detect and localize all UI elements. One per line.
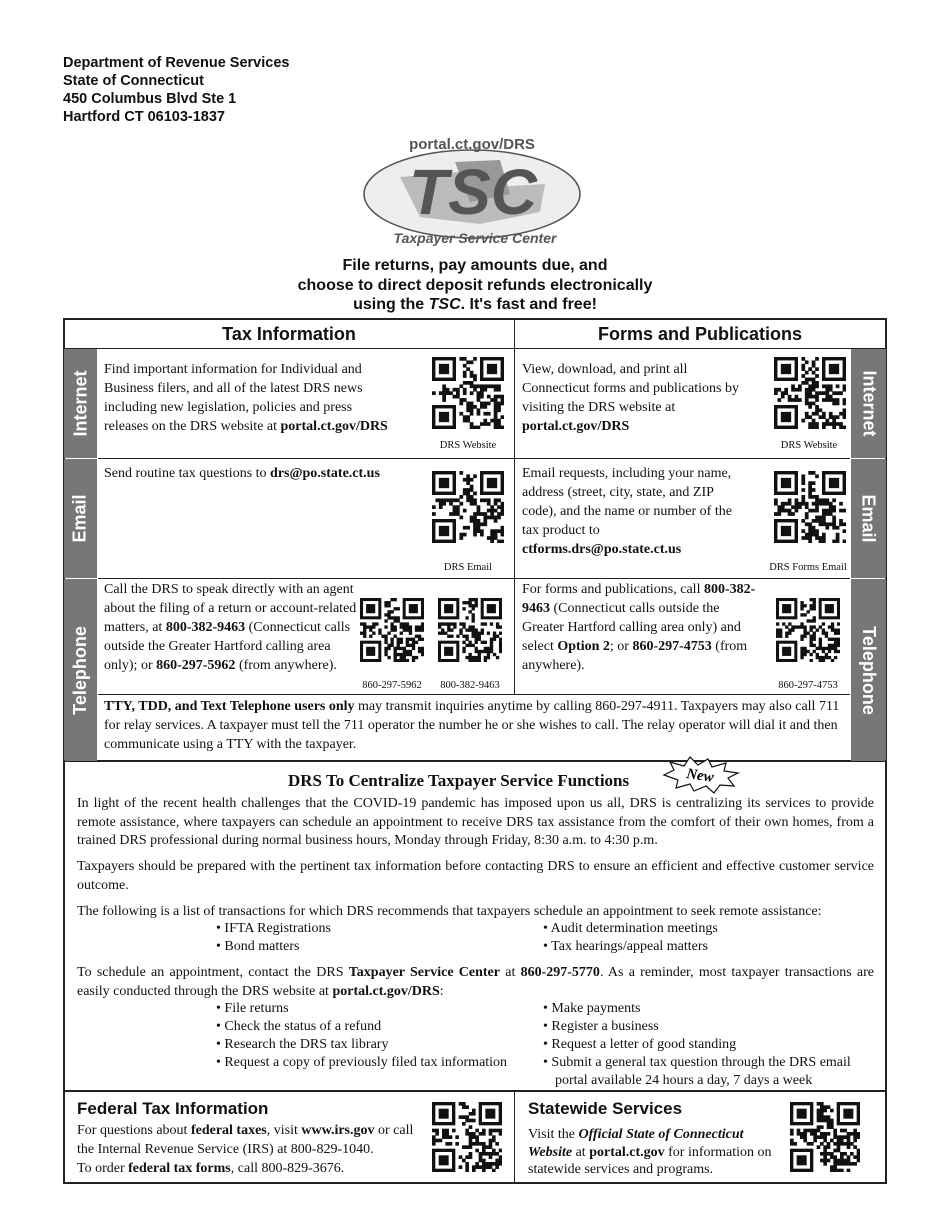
qr-code-icon[interactable] <box>360 598 424 662</box>
list-item: • Research the DRS tax library <box>216 1036 538 1054</box>
tsc-logo <box>360 132 590 250</box>
row-divider <box>98 458 850 459</box>
column-divider <box>514 1091 515 1183</box>
internet-tax-info-text: Find important information for Individual and Business filers, and all of the latest DRS news including new legislation, policies and press releases on the DRS website at portal.ct.gov/DRS <box>104 362 388 434</box>
phone-number[interactable]: 860-297-5770 <box>520 965 600 980</box>
qr-code-icon[interactable] <box>438 598 502 662</box>
new-badge-text: New <box>685 766 715 786</box>
qr-code-icon[interactable] <box>432 1102 502 1172</box>
address-line: Hartford CT 06103-1837 <box>63 109 225 125</box>
federal-title: Federal Tax Information <box>77 1099 269 1118</box>
qr-caption: DRS Forms Email <box>769 562 847 573</box>
new-badge <box>662 756 742 794</box>
list-item: • File returns <box>216 1000 538 1018</box>
list-item: • Request a letter of good standing <box>543 1036 885 1054</box>
side-label-email-right: Email <box>851 459 886 578</box>
phone-number[interactable]: 800-382-9463 <box>165 620 246 635</box>
qr-code-icon[interactable] <box>774 357 846 429</box>
online-transactions-list-left <box>216 1000 538 1072</box>
drs-website-link[interactable]: portal.ct.gov/DRS <box>280 419 388 434</box>
header-divider <box>64 348 886 349</box>
address-line: 450 Columbus Blvd Ste 1 <box>63 91 237 107</box>
side-label-telephone-left: Telephone <box>64 579 97 761</box>
qr-code-icon[interactable] <box>432 357 504 429</box>
statewide-text: Visit the Official State of Connecticut Website at portal.ct.gov for information on statewide services and programs. <box>528 1127 772 1177</box>
qr-caption: DRS Website <box>439 440 497 451</box>
tagline-line: File returns, pay amounts due, and <box>342 257 608 274</box>
qr-caption: 860-297-4753 <box>778 680 838 691</box>
centralize-paragraph: To schedule an appointment, contact the DRS Taxpayer Service Center at 860-297-5770. As a reminder, most taxpayer transactions are easily conducted through the DRS website at portal.ct.gov/DRS: <box>77 965 875 999</box>
option-number: Option 2 <box>557 639 610 654</box>
centralize-paragraph: In light of the recent health challenges that the COVID-19 pandemic has imposed upon us all, DRS is centralizing its services to provide remote assistance, where taxpayers can schedule an appointment to receive DRS tax assistance from the comfort of their own homes, from a trained DRS professional during normal business hours, Monday through Friday, 8:30 a.m. to 4:30 p.m. <box>77 796 874 848</box>
tagline-text: using the <box>353 296 429 313</box>
qr-code-icon[interactable] <box>774 471 846 543</box>
federal-text: For questions about federal taxes, visit www.irs.gov or call the Internal Revenue Service (IRS) at 800-829-1040. <box>77 1123 414 1157</box>
agency-address <box>63 54 289 126</box>
drs-email-link[interactable]: drs@po.state.ct.us <box>270 466 380 481</box>
qr-code-icon[interactable] <box>776 598 840 662</box>
list-item: • IFTA Registrations <box>216 920 331 938</box>
irs-website-link[interactable]: www.irs.gov <box>301 1123 375 1138</box>
forms-email-link[interactable]: ctforms.drs@po.state.ct.us <box>522 542 682 557</box>
tagline-line: choose to direct deposit refunds electronically <box>297 276 653 294</box>
address-line: State of Connecticut <box>63 73 204 89</box>
side-label-internet-left: Internet <box>64 349 97 458</box>
centralize-paragraph: The following is a list of transactions for which DRS recommends that taxpayers schedule an appointment to seek remote assistance: <box>77 904 822 919</box>
list-item: • Make payments <box>543 1000 885 1018</box>
list-item: • Tax hearings/appeal matters <box>543 938 718 956</box>
list-item: • Check the status of a refund <box>216 1018 538 1036</box>
tagline-tsc: TSC <box>428 296 461 313</box>
side-label-internet-right: Internet <box>851 349 886 458</box>
tty-text: TTY, TDD, and Text Telephone users only may transmit inquiries anytime by calling 860-297-4911. Taxpayers may also call 711 for relay services. A taxpayer must tell the 711 operator the number he or she wishes to call. The relay operator will dial it and then communicate using a TTY with the taxpayer. <box>104 699 840 752</box>
centralize-title: DRS To Centralize Taxpayer Service Functions <box>288 771 630 790</box>
logo-main-text: TSC <box>409 156 537 228</box>
phone-number[interactable]: 800-382-9463 <box>522 582 756 616</box>
centralize-paragraph: Taxpayers should be prepared with the pertinent tax information before contacting DRS to ensure an efficient and effective customer service outcome. <box>77 859 874 893</box>
list-item: • Bond matters <box>216 938 331 956</box>
qr-code-icon[interactable] <box>432 471 504 543</box>
address-line: Department of Revenue Services <box>63 55 290 71</box>
row-divider <box>98 578 850 579</box>
starburst-icon <box>662 756 742 794</box>
row-divider <box>98 694 850 695</box>
qr-caption: DRS Email <box>443 562 493 573</box>
tsc-logo-graphic <box>360 132 590 250</box>
list-item: • Request a copy of previously filed tax information <box>216 1054 538 1072</box>
logo-top-text: portal.ct.gov/DRS <box>409 136 535 153</box>
tagline-line <box>0 295 950 315</box>
qr-code-icon[interactable] <box>790 1102 860 1172</box>
telephone-forms-text: For forms and publications, call 800-382-9463 (Connecticut calls outside the Greater Hartford calling area only) and select Option 2; or 860-297-4753 (from anywhere). <box>522 582 756 673</box>
column-divider <box>514 319 515 695</box>
internet-forms-text: View, download, and print all Connecticut forms and publications by visiting the DRS website at portal.ct.gov/DRS <box>522 362 739 434</box>
column-header-forms-publications: Forms and Publications <box>597 324 803 344</box>
phone-number[interactable]: 860-297-4753 <box>632 639 712 654</box>
logo-bottom-text: Taxpayer Service Center <box>393 230 557 246</box>
drs-website-link[interactable]: portal.ct.gov/DRS <box>332 983 440 999</box>
appointment-list-right <box>543 920 718 956</box>
federal-forms-text: To order federal tax forms, call 800-829-3676. <box>77 1161 345 1176</box>
statewide-title: Statewide Services <box>528 1099 683 1118</box>
telephone-tax-info-text: Call the DRS to speak directly with an agent about the filing of a return or account-related matters, at 800-382-9463 (Connecticut calls outside the Greater Hartford calling area only); or 860-297-5962 (from anywhere). <box>104 582 357 673</box>
column-header-tax-information: Tax Information <box>222 324 356 344</box>
tagline-text: . It's fast and free! <box>460 296 597 313</box>
qr-caption: 800-382-9463 <box>440 680 500 691</box>
tagline <box>0 256 950 315</box>
list-item: • Register a business <box>543 1018 885 1036</box>
side-label-telephone-right: Telephone <box>851 579 886 761</box>
appointment-list-left <box>216 920 331 956</box>
list-item: • Submit a general tax question through the DRS email portal available 24 hours a day, 7 days a week <box>543 1054 885 1090</box>
side-label-email-left: Email <box>64 459 97 578</box>
qr-caption: DRS Website <box>780 440 838 451</box>
ct-website-link[interactable]: portal.ct.gov <box>589 1144 665 1160</box>
qr-caption: 860-297-5962 <box>362 680 422 691</box>
email-tax-info-text: Send routine tax questions to drs@po.state.ct.us <box>104 466 380 481</box>
list-item: • Audit determination meetings <box>543 920 718 938</box>
email-forms-text: Email requests, including your name, address (street, city, state, and ZIP code), and the name or number of the tax product to ctforms.drs@po.state.ct.us <box>522 466 732 557</box>
phone-number[interactable]: 860-297-5962 <box>156 658 236 673</box>
drs-website-link[interactable]: portal.ct.gov/DRS <box>522 419 630 434</box>
online-transactions-list-right <box>543 1000 885 1090</box>
